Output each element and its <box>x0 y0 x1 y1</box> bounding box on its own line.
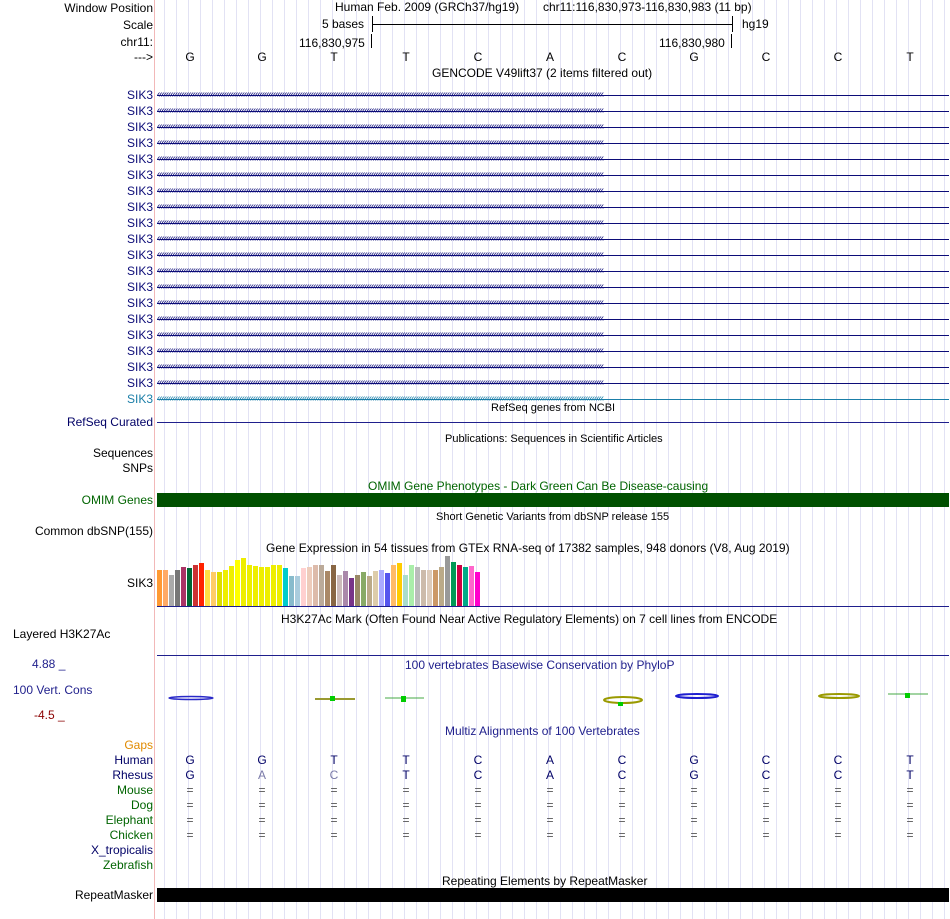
gtex-tissue-bar[interactable] <box>325 571 330 606</box>
gencode-strand-arrows: ‹‹‹‹‹‹‹‹‹‹‹‹‹‹‹‹‹‹‹‹‹‹‹‹‹‹‹‹‹‹‹‹‹‹‹‹‹‹‹‹‹‹‹‹‹‹‹‹‹‹‹‹‹‹‹‹‹‹‹‹‹‹‹‹‹‹‹‹‹‹‹‹‹‹‹‹‹‹‹‹‹‹‹‹‹‹‹‹‹‹‹‹‹‹‹‹‹‹‹‹‹‹‹‹‹‹‹‹‹‹‹‹‹‹‹‹‹‹‹‹‹‹‹‹‹‹‹‹‹‹‹‹‹‹‹‹‹‹‹‹‹‹‹‹‹‹‹‹‹‹‹‹‹‹‹‹‹‹‹‹‹‹‹‹‹‹‹‹‹‹‹‹‹‹‹‹‹‹‹‹‹‹‹‹‹‹‹‹‹‹‹‹‹‹‹‹‹‹‹‹ <box>157 249 604 260</box>
alignment-base: = <box>186 813 194 827</box>
scale-bar-right-tick <box>732 16 733 32</box>
alignment-base: = <box>402 828 410 842</box>
alignment-base: G <box>689 753 699 767</box>
alignment-base: C <box>833 768 843 782</box>
gtex-tissue-bar[interactable] <box>235 560 240 606</box>
alignment-base: G <box>257 753 267 767</box>
gencode-strand-arrows: ‹‹‹‹‹‹‹‹‹‹‹‹‹‹‹‹‹‹‹‹‹‹‹‹‹‹‹‹‹‹‹‹‹‹‹‹‹‹‹‹‹‹‹‹‹‹‹‹‹‹‹‹‹‹‹‹‹‹‹‹‹‹‹‹‹‹‹‹‹‹‹‹‹‹‹‹‹‹‹‹‹‹‹‹‹‹‹‹‹‹‹‹‹‹‹‹‹‹‹‹‹‹‹‹‹‹‹‹‹‹‹‹‹‹‹‹‹‹‹‹‹‹‹‹‹‹‹‹‹‹‹‹‹‹‹‹‹‹‹‹‹‹‹‹‹‹‹‹‹‹‹‹‹‹‹‹‹‹‹‹‹‹‹‹‹‹‹‹‹‹‹‹‹‹‹‹‹‹‹‹‹‹‹‹‹‹‹‹‹‹‹‹‹‹‹‹‹‹‹‹ <box>157 297 604 308</box>
gencode-gene-label[interactable]: SIK3 <box>126 200 153 214</box>
assembly-title: Human Feb. 2009 (GRCh37/hg19) <box>335 0 520 14</box>
gtex-tissue-bar[interactable] <box>337 575 342 606</box>
coord-left-tick <box>371 34 372 48</box>
gtex-tissue-bar[interactable] <box>229 566 234 606</box>
gtex-tissue-bar[interactable] <box>247 565 252 606</box>
species-label[interactable]: X_tropicalis <box>90 843 153 857</box>
alignment-base: C <box>761 753 771 767</box>
gencode-gene-label[interactable]: SIK3 <box>126 232 153 246</box>
gtex-tissue-bar[interactable] <box>415 567 420 606</box>
gtex-tissue-bar[interactable] <box>403 575 408 606</box>
gtex-tissue-bar[interactable] <box>175 570 180 606</box>
gtex-tissue-bar[interactable] <box>169 575 174 606</box>
alignment-base: C <box>833 753 843 767</box>
gtex-tissue-bar[interactable] <box>277 565 282 606</box>
species-label[interactable]: Chicken <box>109 828 153 842</box>
alignment-base: T <box>402 768 410 782</box>
species-label[interactable]: Elephant <box>105 813 153 827</box>
alignment-base: = <box>762 828 770 842</box>
alignment-base: = <box>186 798 194 812</box>
cons-min: -4.5 _ <box>34 708 65 722</box>
alignment-base: = <box>402 798 410 812</box>
alignment-base: = <box>258 783 266 797</box>
gtex-tissue-bar[interactable] <box>439 567 444 606</box>
alignment-base: = <box>186 783 194 797</box>
gencode-gene-label[interactable]: SIK3 <box>126 216 153 230</box>
alignment-base: = <box>474 813 482 827</box>
dbsnp-title: Short Genetic Variants from dbSNP release 155 <box>436 511 670 523</box>
window-position-label[interactable]: Window Position <box>64 1 153 15</box>
gtex-tissue-bar[interactable] <box>199 563 204 606</box>
gencode-strand-arrows: ‹‹‹‹‹‹‹‹‹‹‹‹‹‹‹‹‹‹‹‹‹‹‹‹‹‹‹‹‹‹‹‹‹‹‹‹‹‹‹‹‹‹‹‹‹‹‹‹‹‹‹‹‹‹‹‹‹‹‹‹‹‹‹‹‹‹‹‹‹‹‹‹‹‹‹‹‹‹‹‹‹‹‹‹‹‹‹‹‹‹‹‹‹‹‹‹‹‹‹‹‹‹‹‹‹‹‹‹‹‹‹‹‹‹‹‹‹‹‹‹‹‹‹‹‹‹‹‹‹‹‹‹‹‹‹‹‹‹‹‹‹‹‹‹‹‹‹‹‹‹‹‹‹‹‹‹‹‹‹‹‹‹‹‹‹‹‹‹‹‹‹‹‹‹‹‹‹‹‹‹‹‹‹‹‹‹‹‹‹‹‹‹‹‹‹‹‹‹‹‹ <box>157 121 604 132</box>
publications-sequences-label[interactable]: Sequences <box>92 446 153 460</box>
alignment-base: C <box>473 768 483 782</box>
gtex-label[interactable]: SIK3 <box>126 576 153 590</box>
gencode-gene-label[interactable]: SIK3 <box>126 152 153 166</box>
alignment-base: = <box>906 828 914 842</box>
alignment-base: T <box>906 768 914 782</box>
scale-text: 5 bases <box>322 17 365 31</box>
alignment-base: = <box>906 783 914 797</box>
coord-right: 116,830,980 <box>659 36 725 50</box>
alignment-base: = <box>546 813 554 827</box>
h3k27ac-baseline <box>157 655 949 656</box>
alignment-base: = <box>258 798 266 812</box>
alignment-base: = <box>690 798 698 812</box>
repeatmasker-title: Repeating Elements by RepeatMasker <box>442 874 648 888</box>
gtex-tissue-bar[interactable] <box>355 575 360 606</box>
cons-glyph-3 <box>315 696 355 701</box>
scale-label[interactable]: Scale <box>122 18 153 32</box>
gtex-tissue-bar[interactable] <box>289 576 294 606</box>
species-label[interactable]: Zebrafish <box>102 858 153 872</box>
gtex-tissue-bar[interactable] <box>241 558 246 606</box>
gencode-strand-arrows: ‹‹‹‹‹‹‹‹‹‹‹‹‹‹‹‹‹‹‹‹‹‹‹‹‹‹‹‹‹‹‹‹‹‹‹‹‹‹‹‹‹‹‹‹‹‹‹‹‹‹‹‹‹‹‹‹‹‹‹‹‹‹‹‹‹‹‹‹‹‹‹‹‹‹‹‹‹‹‹‹‹‹‹‹‹‹‹‹‹‹‹‹‹‹‹‹‹‹‹‹‹‹‹‹‹‹‹‹‹‹‹‹‹‹‹‹‹‹‹‹‹‹‹‹‹‹‹‹‹‹‹‹‹‹‹‹‹‹‹‹‹‹‹‹‹‹‹‹‹‹‹‹‹‹‹‹‹‹‹‹‹‹‹‹‹‹‹‹‹‹‹‹‹‹‹‹‹‹‹‹‹‹‹‹‹‹‹‹‹‹‹‹‹‹‹‹‹‹‹‹ <box>157 217 604 228</box>
publications-snps-label[interactable]: SNPs <box>122 461 153 475</box>
gencode-gene-label[interactable]: SIK3 <box>126 328 153 342</box>
refseq-line[interactable] <box>157 422 949 423</box>
alignment-base: = <box>762 798 770 812</box>
gtex-tissue-bar[interactable] <box>193 565 198 606</box>
gencode-gene-label[interactable]: SIK3 <box>126 136 153 150</box>
repeatmasker-bar[interactable] <box>157 888 949 902</box>
gtex-tissue-bar[interactable] <box>451 562 456 606</box>
cons-glyph-11 <box>888 693 928 698</box>
alignment-base: = <box>402 783 410 797</box>
ruler-base: G <box>257 50 267 64</box>
gtex-tissue-bar[interactable] <box>259 567 264 606</box>
gencode-gene-label[interactable]: SIK3 <box>126 264 153 278</box>
alignment-base: T <box>402 753 410 767</box>
cons-title: 100 vertebrates Basewise Conservation by PhyloP <box>405 658 675 672</box>
omim-label[interactable]: OMIM Genes <box>81 493 153 507</box>
species-label[interactable]: Mouse <box>116 783 153 797</box>
gencode-gene-label[interactable]: SIK3 <box>126 360 153 374</box>
gtex-tissue-bar[interactable] <box>205 570 210 606</box>
alignment-base: = <box>690 813 698 827</box>
gtex-tissue-bar[interactable] <box>445 556 450 606</box>
cons-glyph-10 <box>819 694 859 698</box>
gtex-tissue-bar[interactable] <box>211 572 216 606</box>
ruler-base: T <box>906 50 914 64</box>
gencode-strand-arrows: ‹‹‹‹‹‹‹‹‹‹‹‹‹‹‹‹‹‹‹‹‹‹‹‹‹‹‹‹‹‹‹‹‹‹‹‹‹‹‹‹‹‹‹‹‹‹‹‹‹‹‹‹‹‹‹‹‹‹‹‹‹‹‹‹‹‹‹‹‹‹‹‹‹‹‹‹‹‹‹‹‹‹‹‹‹‹‹‹‹‹‹‹‹‹‹‹‹‹‹‹‹‹‹‹‹‹‹‹‹‹‹‹‹‹‹‹‹‹‹‹‹‹‹‹‹‹‹‹‹‹‹‹‹‹‹‹‹‹‹‹‹‹‹‹‹‹‹‹‹‹‹‹‹‹‹‹‹‹‹‹‹‹‹‹‹‹‹‹‹‹‹‹‹‹‹‹‹‹‹‹‹‹‹‹‹‹‹‹‹‹‹‹‹‹‹‹‹‹‹‹ <box>157 393 604 404</box>
omim-bar[interactable] <box>157 493 949 507</box>
cons-glyph-7 <box>604 697 642 706</box>
h3k27ac-label[interactable]: Layered H3K27Ac <box>13 627 111 641</box>
alignment-base: G <box>689 768 699 782</box>
multiz-title: Multiz Alignments of 100 Vertebrates <box>445 724 640 738</box>
gtex-tissue-bar[interactable] <box>331 565 336 606</box>
gencode-gene-label[interactable]: SIK3 <box>126 296 153 310</box>
gtex-tissue-bar[interactable] <box>475 572 480 606</box>
gencode-gene-label[interactable]: SIK3 <box>126 168 153 182</box>
ruler-base: C <box>761 50 771 64</box>
gtex-tissue-bar[interactable] <box>319 565 324 606</box>
gtex-tissue-bar[interactable] <box>157 570 162 606</box>
gtex-tissue-bar[interactable] <box>307 567 312 606</box>
alignment-base: = <box>690 783 698 797</box>
gtex-tissue-bar[interactable] <box>427 570 432 606</box>
gaps-label[interactable]: Gaps <box>124 738 153 752</box>
gtex-tissue-bar[interactable] <box>463 567 468 606</box>
gencode-gene-label[interactable]: SIK3 <box>126 184 153 198</box>
species-label[interactable]: Human <box>114 753 153 767</box>
alignment-base: = <box>618 798 626 812</box>
gtex-title: Gene Expression in 54 tissues from GTEx RNA-seq of 17382 samples, 948 donors (V8, Aug 2019) <box>266 541 790 555</box>
gtex-tissue-bar[interactable] <box>217 572 222 606</box>
gtex-tissue-bar[interactable] <box>409 565 414 606</box>
gtex-tissue-bar[interactable] <box>469 566 474 606</box>
alignment-base: G <box>185 753 195 767</box>
chrom-label[interactable]: chr11: <box>120 35 153 49</box>
alignment-base: G <box>185 768 195 782</box>
alignment-base: = <box>834 828 842 842</box>
cons-label[interactable]: 100 Vert. Cons <box>13 683 93 697</box>
gtex-bar-chart[interactable] <box>157 556 537 606</box>
gtex-tissue-bar[interactable] <box>397 563 402 606</box>
gencode-gene-label[interactable]: SIK3 <box>126 392 153 406</box>
alignment-base: = <box>474 828 482 842</box>
ruler-base: T <box>330 50 338 64</box>
gencode-gene-label[interactable]: SIK3 <box>126 376 153 390</box>
gtex-tissue-bar[interactable] <box>313 565 318 606</box>
position-text: chr11:116,830,973-116,830,983 (11 bp) <box>543 0 752 14</box>
ruler-base: A <box>545 50 554 64</box>
refseq-title: RefSeq genes from NCBI <box>491 402 616 414</box>
cons-glyph-4 <box>385 696 424 702</box>
alignment-base: = <box>258 828 266 842</box>
gtex-tissue-bar[interactable] <box>379 570 384 606</box>
gtex-tissue-bar[interactable] <box>181 567 186 606</box>
cons-glyphs[interactable] <box>157 685 949 709</box>
gencode-strand-arrows: ‹‹‹‹‹‹‹‹‹‹‹‹‹‹‹‹‹‹‹‹‹‹‹‹‹‹‹‹‹‹‹‹‹‹‹‹‹‹‹‹‹‹‹‹‹‹‹‹‹‹‹‹‹‹‹‹‹‹‹‹‹‹‹‹‹‹‹‹‹‹‹‹‹‹‹‹‹‹‹‹‹‹‹‹‹‹‹‹‹‹‹‹‹‹‹‹‹‹‹‹‹‹‹‹‹‹‹‹‹‹‹‹‹‹‹‹‹‹‹‹‹‹‹‹‹‹‹‹‹‹‹‹‹‹‹‹‹‹‹‹‹‹‹‹‹‹‹‹‹‹‹‹‹‹‹‹‹‹‹‹‹‹‹‹‹‹‹‹‹‹‹‹‹‹‹‹‹‹‹‹‹‹‹‹‹‹‹‹‹‹‹‹‹‹‹‹‹‹‹‹ <box>157 137 604 148</box>
alignment-base: = <box>330 798 338 812</box>
alignment-base: A <box>545 753 554 767</box>
gencode-strand-arrows: ‹‹‹‹‹‹‹‹‹‹‹‹‹‹‹‹‹‹‹‹‹‹‹‹‹‹‹‹‹‹‹‹‹‹‹‹‹‹‹‹‹‹‹‹‹‹‹‹‹‹‹‹‹‹‹‹‹‹‹‹‹‹‹‹‹‹‹‹‹‹‹‹‹‹‹‹‹‹‹‹‹‹‹‹‹‹‹‹‹‹‹‹‹‹‹‹‹‹‹‹‹‹‹‹‹‹‹‹‹‹‹‹‹‹‹‹‹‹‹‹‹‹‹‹‹‹‹‹‹‹‹‹‹‹‹‹‹‹‹‹‹‹‹‹‹‹‹‹‹‹‹‹‹‹‹‹‹‹‹‹‹‹‹‹‹‹‹‹‹‹‹‹‹‹‹‹‹‹‹‹‹‹‹‹‹‹‹‹‹‹‹‹‹‹‹‹‹‹‹‹ <box>157 377 604 388</box>
alignment-base: = <box>834 798 842 812</box>
gencode-gene-label[interactable]: SIK3 <box>126 280 153 294</box>
alignment-base: = <box>690 828 698 842</box>
alignment-base: T <box>330 753 338 767</box>
cons-glyph-1 <box>169 697 213 700</box>
gencode-strand-arrows: ‹‹‹‹‹‹‹‹‹‹‹‹‹‹‹‹‹‹‹‹‹‹‹‹‹‹‹‹‹‹‹‹‹‹‹‹‹‹‹‹‹‹‹‹‹‹‹‹‹‹‹‹‹‹‹‹‹‹‹‹‹‹‹‹‹‹‹‹‹‹‹‹‹‹‹‹‹‹‹‹‹‹‹‹‹‹‹‹‹‹‹‹‹‹‹‹‹‹‹‹‹‹‹‹‹‹‹‹‹‹‹‹‹‹‹‹‹‹‹‹‹‹‹‹‹‹‹‹‹‹‹‹‹‹‹‹‹‹‹‹‹‹‹‹‹‹‹‹‹‹‹‹‹‹‹‹‹‹‹‹‹‹‹‹‹‹‹‹‹‹‹‹‹‹‹‹‹‹‹‹‹‹‹‹‹‹‹‹‹‹‹‹‹‹‹‹‹‹‹‹ <box>157 153 604 164</box>
ruler-base: C <box>617 50 627 64</box>
gtex-tissue-bar[interactable] <box>367 576 372 606</box>
omim-title: OMIM Gene Phenotypes - Dark Green Can Be Disease-causing <box>368 479 709 493</box>
gtex-tissue-bar[interactable] <box>385 573 390 606</box>
alignment-base: = <box>546 828 554 842</box>
gencode-strand-arrows: ‹‹‹‹‹‹‹‹‹‹‹‹‹‹‹‹‹‹‹‹‹‹‹‹‹‹‹‹‹‹‹‹‹‹‹‹‹‹‹‹‹‹‹‹‹‹‹‹‹‹‹‹‹‹‹‹‹‹‹‹‹‹‹‹‹‹‹‹‹‹‹‹‹‹‹‹‹‹‹‹‹‹‹‹‹‹‹‹‹‹‹‹‹‹‹‹‹‹‹‹‹‹‹‹‹‹‹‹‹‹‹‹‹‹‹‹‹‹‹‹‹‹‹‹‹‹‹‹‹‹‹‹‹‹‹‹‹‹‹‹‹‹‹‹‹‹‹‹‹‹‹‹‹‹‹‹‹‹‹‹‹‹‹‹‹‹‹‹‹‹‹‹‹‹‹‹‹‹‹‹‹‹‹‹‹‹‹‹‹‹‹‹‹‹‹‹‹‹‹‹ <box>157 105 604 116</box>
gtex-tissue-bar[interactable] <box>295 576 300 606</box>
gencode-strand-arrows: ‹‹‹‹‹‹‹‹‹‹‹‹‹‹‹‹‹‹‹‹‹‹‹‹‹‹‹‹‹‹‹‹‹‹‹‹‹‹‹‹‹‹‹‹‹‹‹‹‹‹‹‹‹‹‹‹‹‹‹‹‹‹‹‹‹‹‹‹‹‹‹‹‹‹‹‹‹‹‹‹‹‹‹‹‹‹‹‹‹‹‹‹‹‹‹‹‹‹‹‹‹‹‹‹‹‹‹‹‹‹‹‹‹‹‹‹‹‹‹‹‹‹‹‹‹‹‹‹‹‹‹‹‹‹‹‹‹‹‹‹‹‹‹‹‹‹‹‹‹‹‹‹‹‹‹‹‹‹‹‹‹‹‹‹‹‹‹‹‹‹‹‹‹‹‹‹‹‹‹‹‹‹‹‹‹‹‹‹‹‹‹‹‹‹‹‹‹‹‹‹ <box>157 185 604 196</box>
species-label[interactable]: Dog <box>130 798 153 812</box>
gtex-tissue-bar[interactable] <box>301 568 306 606</box>
gencode-strand-arrows: ‹‹‹‹‹‹‹‹‹‹‹‹‹‹‹‹‹‹‹‹‹‹‹‹‹‹‹‹‹‹‹‹‹‹‹‹‹‹‹‹‹‹‹‹‹‹‹‹‹‹‹‹‹‹‹‹‹‹‹‹‹‹‹‹‹‹‹‹‹‹‹‹‹‹‹‹‹‹‹‹‹‹‹‹‹‹‹‹‹‹‹‹‹‹‹‹‹‹‹‹‹‹‹‹‹‹‹‹‹‹‹‹‹‹‹‹‹‹‹‹‹‹‹‹‹‹‹‹‹‹‹‹‹‹‹‹‹‹‹‹‹‹‹‹‹‹‹‹‹‹‹‹‹‹‹‹‹‹‹‹‹‹‹‹‹‹‹‹‹‹‹‹‹‹‹‹‹‹‹‹‹‹‹‹‹‹‹‹‹‹‹‹‹‹‹‹‹‹‹‹ <box>157 361 604 372</box>
repeatmasker-label[interactable]: RepeatMasker <box>74 888 153 902</box>
ruler-base: G <box>185 50 195 64</box>
alignment-base: A <box>545 768 554 782</box>
coord-left: 116,830,975 <box>299 36 365 50</box>
species-label[interactable]: Rhesus <box>112 768 153 782</box>
alignment-base: = <box>906 813 914 827</box>
alignment-base: = <box>330 828 338 842</box>
gtex-tissue-bar[interactable] <box>361 572 366 606</box>
alignment-base: = <box>618 813 626 827</box>
h3k27ac-title: H3K27Ac Mark (Often Found Near Active Regulatory Elements) on 7 cell lines from ENCODE <box>281 612 778 626</box>
gencode-strand-arrows: ‹‹‹‹‹‹‹‹‹‹‹‹‹‹‹‹‹‹‹‹‹‹‹‹‹‹‹‹‹‹‹‹‹‹‹‹‹‹‹‹‹‹‹‹‹‹‹‹‹‹‹‹‹‹‹‹‹‹‹‹‹‹‹‹‹‹‹‹‹‹‹‹‹‹‹‹‹‹‹‹‹‹‹‹‹‹‹‹‹‹‹‹‹‹‹‹‹‹‹‹‹‹‹‹‹‹‹‹‹‹‹‹‹‹‹‹‹‹‹‹‹‹‹‹‹‹‹‹‹‹‹‹‹‹‹‹‹‹‹‹‹‹‹‹‹‹‹‹‹‹‹‹‹‹‹‹‹‹‹‹‹‹‹‹‹‹‹‹‹‹‹‹‹‹‹‹‹‹‹‹‹‹‹‹‹‹‹‹‹‹‹‹‹‹‹‹‹‹‹‹ <box>157 201 604 212</box>
gtex-tissue-bar[interactable] <box>187 568 192 606</box>
gencode-strand-arrows: ‹‹‹‹‹‹‹‹‹‹‹‹‹‹‹‹‹‹‹‹‹‹‹‹‹‹‹‹‹‹‹‹‹‹‹‹‹‹‹‹‹‹‹‹‹‹‹‹‹‹‹‹‹‹‹‹‹‹‹‹‹‹‹‹‹‹‹‹‹‹‹‹‹‹‹‹‹‹‹‹‹‹‹‹‹‹‹‹‹‹‹‹‹‹‹‹‹‹‹‹‹‹‹‹‹‹‹‹‹‹‹‹‹‹‹‹‹‹‹‹‹‹‹‹‹‹‹‹‹‹‹‹‹‹‹‹‹‹‹‹‹‹‹‹‹‹‹‹‹‹‹‹‹‹‹‹‹‹‹‹‹‹‹‹‹‹‹‹‹‹‹‹‹‹‹‹‹‹‹‹‹‹‹‹‹‹‹‹‹‹‹‹‹‹‹‹‹‹‹‹ <box>157 329 604 340</box>
gencode-gene-label[interactable]: SIK3 <box>126 104 153 118</box>
gtex-tissue-bar[interactable] <box>373 571 378 606</box>
gencode-gene-label[interactable]: SIK3 <box>126 120 153 134</box>
cons-glyph-8 <box>676 694 718 698</box>
gtex-tissue-bar[interactable] <box>433 570 438 606</box>
gtex-tissue-bar[interactable] <box>457 565 462 606</box>
cons-max: 4.88 _ <box>32 657 66 671</box>
dbsnp-label[interactable]: Common dbSNP(155) <box>34 524 153 538</box>
coord-right-tick <box>731 34 732 48</box>
alignment-base: = <box>402 813 410 827</box>
gencode-strand-arrows: ‹‹‹‹‹‹‹‹‹‹‹‹‹‹‹‹‹‹‹‹‹‹‹‹‹‹‹‹‹‹‹‹‹‹‹‹‹‹‹‹‹‹‹‹‹‹‹‹‹‹‹‹‹‹‹‹‹‹‹‹‹‹‹‹‹‹‹‹‹‹‹‹‹‹‹‹‹‹‹‹‹‹‹‹‹‹‹‹‹‹‹‹‹‹‹‹‹‹‹‹‹‹‹‹‹‹‹‹‹‹‹‹‹‹‹‹‹‹‹‹‹‹‹‹‹‹‹‹‹‹‹‹‹‹‹‹‹‹‹‹‹‹‹‹‹‹‹‹‹‹‹‹‹‹‹‹‹‹‹‹‹‹‹‹‹‹‹‹‹‹‹‹‹‹‹‹‹‹‹‹‹‹‹‹‹‹‹‹‹‹‹‹‹‹‹‹‹‹‹‹ <box>157 169 604 180</box>
db-label: hg19 <box>742 17 769 31</box>
alignment-base: = <box>618 783 626 797</box>
alignment-base: = <box>474 798 482 812</box>
image-left-border <box>154 0 155 919</box>
gtex-tissue-bar[interactable] <box>343 571 348 606</box>
gencode-strand-arrows: ‹‹‹‹‹‹‹‹‹‹‹‹‹‹‹‹‹‹‹‹‹‹‹‹‹‹‹‹‹‹‹‹‹‹‹‹‹‹‹‹‹‹‹‹‹‹‹‹‹‹‹‹‹‹‹‹‹‹‹‹‹‹‹‹‹‹‹‹‹‹‹‹‹‹‹‹‹‹‹‹‹‹‹‹‹‹‹‹‹‹‹‹‹‹‹‹‹‹‹‹‹‹‹‹‹‹‹‹‹‹‹‹‹‹‹‹‹‹‹‹‹‹‹‹‹‹‹‹‹‹‹‹‹‹‹‹‹‹‹‹‹‹‹‹‹‹‹‹‹‹‹‹‹‹‹‹‹‹‹‹‹‹‹‹‹‹‹‹‹‹‹‹‹‹‹‹‹‹‹‹‹‹‹‹‹‹‹‹‹‹‹‹‹‹‹‹‹‹‹‹ <box>157 345 604 356</box>
alignment-base: = <box>834 783 842 797</box>
gtex-tissue-bar[interactable] <box>163 570 168 606</box>
ruler-base: C <box>833 50 843 64</box>
gtex-tissue-bar[interactable] <box>271 565 276 606</box>
gtex-tissue-bar[interactable] <box>283 568 288 606</box>
alignment-base: T <box>906 753 914 767</box>
gencode-gene-label[interactable]: SIK3 <box>126 248 153 262</box>
ruler-base: T <box>402 50 410 64</box>
alignment-base: = <box>186 828 194 842</box>
alignment-base: = <box>546 783 554 797</box>
alignment-base: = <box>474 783 482 797</box>
gencode-strand-arrows: ‹‹‹‹‹‹‹‹‹‹‹‹‹‹‹‹‹‹‹‹‹‹‹‹‹‹‹‹‹‹‹‹‹‹‹‹‹‹‹‹‹‹‹‹‹‹‹‹‹‹‹‹‹‹‹‹‹‹‹‹‹‹‹‹‹‹‹‹‹‹‹‹‹‹‹‹‹‹‹‹‹‹‹‹‹‹‹‹‹‹‹‹‹‹‹‹‹‹‹‹‹‹‹‹‹‹‹‹‹‹‹‹‹‹‹‹‹‹‹‹‹‹‹‹‹‹‹‹‹‹‹‹‹‹‹‹‹‹‹‹‹‹‹‹‹‹‹‹‹‹‹‹‹‹‹‹‹‹‹‹‹‹‹‹‹‹‹‹‹‹‹‹‹‹‹‹‹‹‹‹‹‹‹‹‹‹‹‹‹‹‹‹‹‹‹‹‹‹‹‹ <box>157 89 604 100</box>
alignment-base: C <box>617 768 627 782</box>
alignment-base: = <box>330 813 338 827</box>
ruler-base: G <box>689 50 699 64</box>
alignment-base: = <box>834 813 842 827</box>
gtex-tissue-bar[interactable] <box>421 570 426 606</box>
publications-title: Publications: Sequences in Scientific Articles <box>445 433 663 445</box>
gencode-strand-arrows: ‹‹‹‹‹‹‹‹‹‹‹‹‹‹‹‹‹‹‹‹‹‹‹‹‹‹‹‹‹‹‹‹‹‹‹‹‹‹‹‹‹‹‹‹‹‹‹‹‹‹‹‹‹‹‹‹‹‹‹‹‹‹‹‹‹‹‹‹‹‹‹‹‹‹‹‹‹‹‹‹‹‹‹‹‹‹‹‹‹‹‹‹‹‹‹‹‹‹‹‹‹‹‹‹‹‹‹‹‹‹‹‹‹‹‹‹‹‹‹‹‹‹‹‹‹‹‹‹‹‹‹‹‹‹‹‹‹‹‹‹‹‹‹‹‹‹‹‹‹‹‹‹‹‹‹‹‹‹‹‹‹‹‹‹‹‹‹‹‹‹‹‹‹‹‹‹‹‹‹‹‹‹‹‹‹‹‹‹‹‹‹‹‹‹‹‹‹‹‹‹ <box>157 233 604 244</box>
gencode-strand-arrows: ‹‹‹‹‹‹‹‹‹‹‹‹‹‹‹‹‹‹‹‹‹‹‹‹‹‹‹‹‹‹‹‹‹‹‹‹‹‹‹‹‹‹‹‹‹‹‹‹‹‹‹‹‹‹‹‹‹‹‹‹‹‹‹‹‹‹‹‹‹‹‹‹‹‹‹‹‹‹‹‹‹‹‹‹‹‹‹‹‹‹‹‹‹‹‹‹‹‹‹‹‹‹‹‹‹‹‹‹‹‹‹‹‹‹‹‹‹‹‹‹‹‹‹‹‹‹‹‹‹‹‹‹‹‹‹‹‹‹‹‹‹‹‹‹‹‹‹‹‹‹‹‹‹‹‹‹‹‹‹‹‹‹‹‹‹‹‹‹‹‹‹‹‹‹‹‹‹‹‹‹‹‹‹‹‹‹‹‹‹‹‹‹‹‹‹‹‹‹‹‹ <box>157 265 604 276</box>
alignment-base: A <box>257 768 266 782</box>
gtex-tissue-bar[interactable] <box>253 566 258 606</box>
alignment-base: = <box>258 813 266 827</box>
strand-label[interactable]: ---> <box>134 50 153 64</box>
alignment-base: C <box>761 768 771 782</box>
gencode-strand-arrows: ‹‹‹‹‹‹‹‹‹‹‹‹‹‹‹‹‹‹‹‹‹‹‹‹‹‹‹‹‹‹‹‹‹‹‹‹‹‹‹‹‹‹‹‹‹‹‹‹‹‹‹‹‹‹‹‹‹‹‹‹‹‹‹‹‹‹‹‹‹‹‹‹‹‹‹‹‹‹‹‹‹‹‹‹‹‹‹‹‹‹‹‹‹‹‹‹‹‹‹‹‹‹‹‹‹‹‹‹‹‹‹‹‹‹‹‹‹‹‹‹‹‹‹‹‹‹‹‹‹‹‹‹‹‹‹‹‹‹‹‹‹‹‹‹‹‹‹‹‹‹‹‹‹‹‹‹‹‹‹‹‹‹‹‹‹‹‹‹‹‹‹‹‹‹‹‹‹‹‹‹‹‹‹‹‹‹‹‹‹‹‹‹‹‹‹‹‹‹‹‹ <box>157 281 604 292</box>
gencode-title[interactable]: GENCODE V49lift37 (2 items filtered out) <box>432 66 653 80</box>
gtex-tissue-bar[interactable] <box>349 578 354 606</box>
scale-bar-left-tick <box>372 16 373 32</box>
refseq-label[interactable]: RefSeq Curated <box>66 415 153 429</box>
alignment-base: = <box>330 783 338 797</box>
ruler-base: C <box>473 50 483 64</box>
gencode-gene-label[interactable]: SIK3 <box>126 344 153 358</box>
gencode-strand-arrows: ‹‹‹‹‹‹‹‹‹‹‹‹‹‹‹‹‹‹‹‹‹‹‹‹‹‹‹‹‹‹‹‹‹‹‹‹‹‹‹‹‹‹‹‹‹‹‹‹‹‹‹‹‹‹‹‹‹‹‹‹‹‹‹‹‹‹‹‹‹‹‹‹‹‹‹‹‹‹‹‹‹‹‹‹‹‹‹‹‹‹‹‹‹‹‹‹‹‹‹‹‹‹‹‹‹‹‹‹‹‹‹‹‹‹‹‹‹‹‹‹‹‹‹‹‹‹‹‹‹‹‹‹‹‹‹‹‹‹‹‹‹‹‹‹‹‹‹‹‹‹‹‹‹‹‹‹‹‹‹‹‹‹‹‹‹‹‹‹‹‹‹‹‹‹‹‹‹‹‹‹‹‹‹‹‹‹‹‹‹‹‹‹‹‹‹‹‹‹‹‹ <box>157 313 604 324</box>
alignment-base: C <box>329 768 339 782</box>
alignment-base: = <box>762 783 770 797</box>
gtex-tissue-bar[interactable] <box>223 570 228 606</box>
gtex-tissue-bar[interactable] <box>265 567 270 606</box>
alignment-base: C <box>473 753 483 767</box>
alignment-base: = <box>906 798 914 812</box>
gencode-gene-label[interactable]: SIK3 <box>126 88 153 102</box>
alignment-base: = <box>762 813 770 827</box>
gtex-tissue-bar[interactable] <box>391 565 396 606</box>
alignment-base: = <box>546 798 554 812</box>
alignment-base: = <box>618 828 626 842</box>
gtex-baseline <box>157 606 949 607</box>
scale-bar <box>372 24 733 25</box>
gencode-gene-label[interactable]: SIK3 <box>126 312 153 326</box>
alignment-base: C <box>617 753 627 767</box>
